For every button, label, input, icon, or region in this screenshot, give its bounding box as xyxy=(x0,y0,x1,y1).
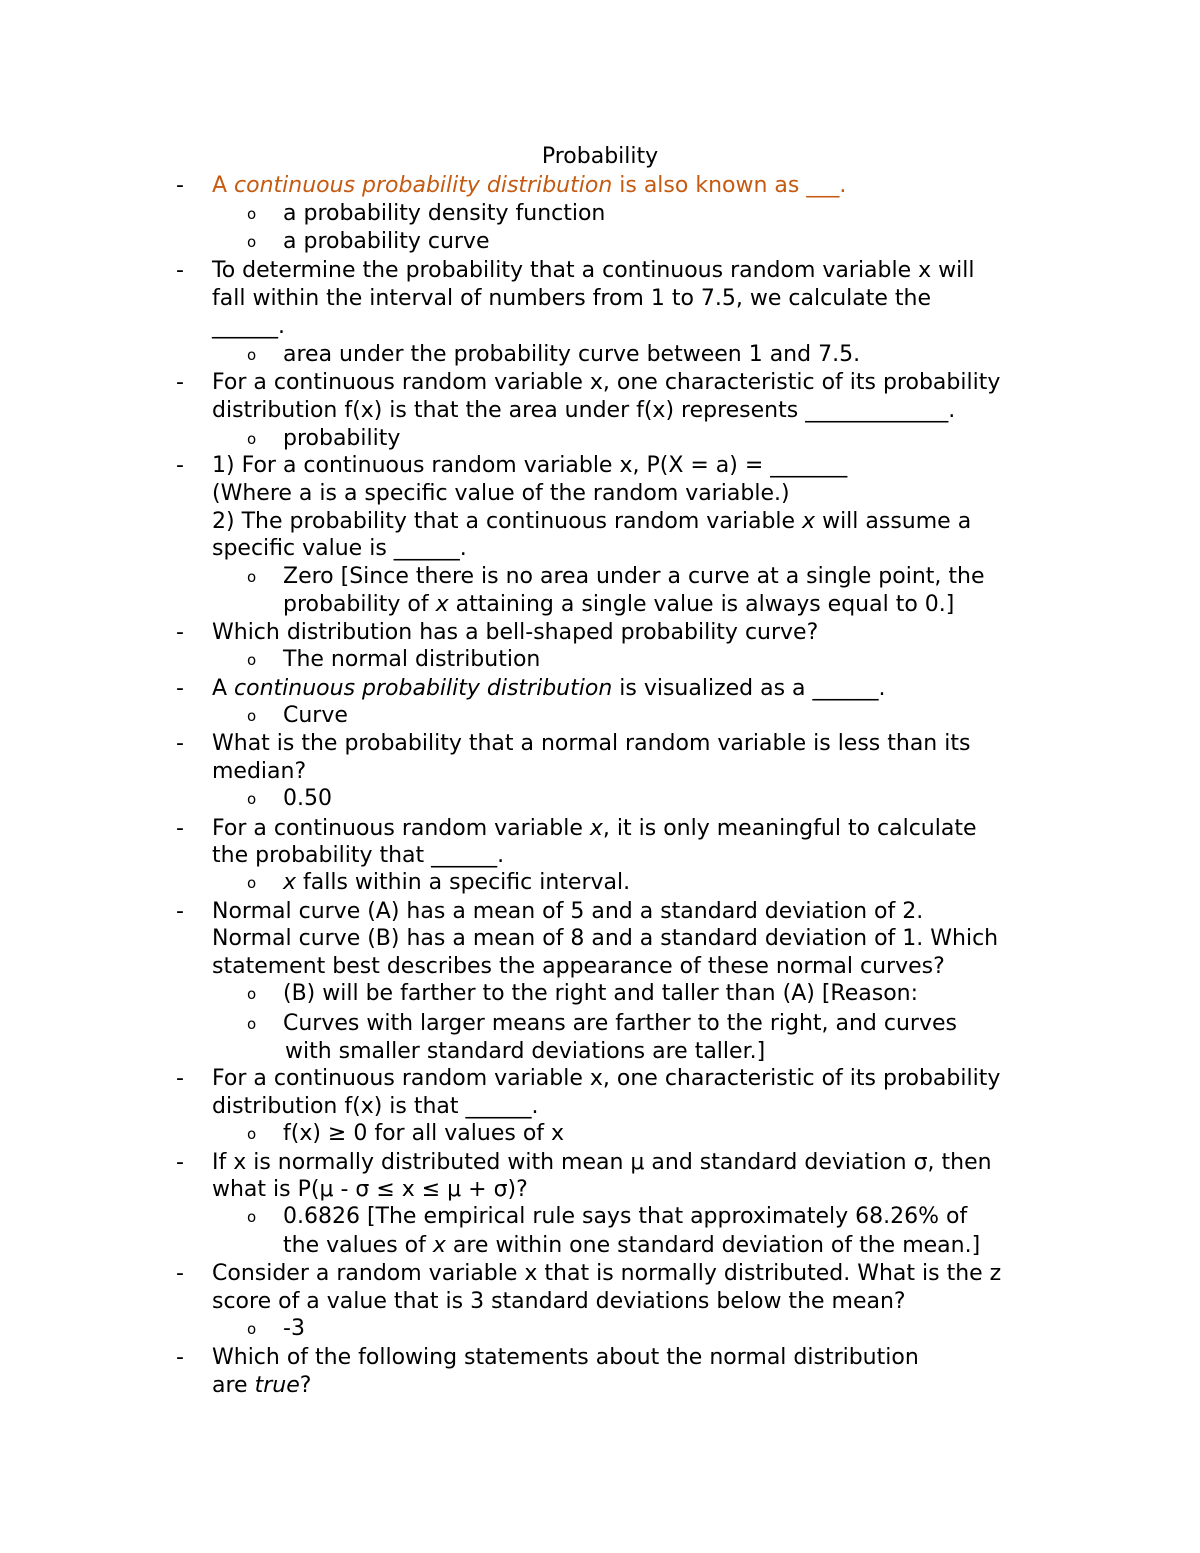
answer-11: 0.6826 [The empirical rule says that approximately 68.26% of xyxy=(283,1204,968,1229)
answer-3: probability xyxy=(283,426,401,451)
question-10-line: For a continuous random variable x, one characteristic of its probability xyxy=(212,1066,1001,1091)
answer-1a: a probability density function xyxy=(283,201,606,226)
question-4-line: (Where a is a specific value of the random variable.) xyxy=(212,481,790,506)
answer-4: Zero [Since there is no area under a curve at a single point, the xyxy=(283,564,985,589)
sub-bullet: o xyxy=(247,707,257,725)
question-text: 2) The probability that a continuous random variable xyxy=(212,509,803,534)
question-text-italic: continuous probability distribution xyxy=(234,676,613,701)
question-4-line: specific value is ______. xyxy=(212,536,467,561)
answer-5: The normal distribution xyxy=(283,647,541,672)
question-text-italic: continuous probability distribution xyxy=(234,173,613,198)
answer-12: -3 xyxy=(283,1316,305,1341)
answer-text: the values of xyxy=(283,1233,433,1258)
question-2-line: fall within the interval of numbers from 1 to 7.5, we calculate the xyxy=(212,286,931,311)
question-11-line: what is P(μ - σ ≤ x ≤ μ + σ)? xyxy=(212,1177,528,1202)
answer-9a: (B) will be farther to the right and taller than (A) [Reason: xyxy=(283,981,919,1006)
question-8-line xyxy=(212,815,977,843)
dash-bullet: - xyxy=(176,620,184,645)
question-3-line: For a continuous random variable x, one characteristic of its probability xyxy=(212,370,1001,395)
dash-bullet: - xyxy=(176,173,184,198)
variable-italic: x xyxy=(435,592,449,617)
sub-bullet: o xyxy=(247,1015,257,1033)
dash-bullet: - xyxy=(176,731,184,756)
answer-text: probability of xyxy=(283,592,436,617)
question-8-line: the probability that ______. xyxy=(212,843,505,868)
question-9-line: Normal curve (A) has a mean of 5 and a standard deviation of 2. xyxy=(212,899,924,924)
answer-text: falls within a specific interval. xyxy=(296,870,631,895)
answer-10: f(x) ≥ 0 for all values of x xyxy=(283,1121,565,1146)
question-text-italic: true xyxy=(254,1373,300,1398)
sub-bullet: o xyxy=(247,874,257,892)
question-text: are xyxy=(212,1373,255,1398)
question-4-line xyxy=(212,508,971,536)
answer-1b: a probability curve xyxy=(283,229,490,254)
question-text: , it is only meaningful to calculate xyxy=(602,816,977,841)
variable-italic: x xyxy=(589,816,603,841)
question-10-line: distribution f(x) is that ______. xyxy=(212,1094,539,1119)
question-6 xyxy=(212,675,886,703)
question-text: is also known as ___. xyxy=(612,173,847,198)
answer-text: attaining a single value is always equal to 0.] xyxy=(448,592,955,617)
question-3-line: distribution f(x) is that the area under f(x) represents _____________. xyxy=(212,398,956,423)
question-text: ? xyxy=(299,1373,312,1398)
dash-bullet: - xyxy=(176,1066,184,1091)
answer-2: area under the probability curve between 1 and 7.5. xyxy=(283,342,861,367)
question-text: A xyxy=(212,676,235,701)
question-12-line: Consider a random variable x that is normally distributed. What is the z xyxy=(212,1261,1002,1286)
sub-bullet: o xyxy=(247,1125,257,1143)
variable-italic: x xyxy=(802,509,816,534)
answer-6: Curve xyxy=(283,703,348,728)
question-2-line: To determine the probability that a continuous random variable x will xyxy=(212,258,975,283)
variable-italic: x xyxy=(283,870,297,895)
answer-8 xyxy=(283,869,630,897)
question-text: For a continuous random variable xyxy=(212,816,590,841)
sub-bullet: o xyxy=(247,985,257,1003)
question-7-line: median? xyxy=(212,759,307,784)
dash-bullet: - xyxy=(176,453,184,478)
variable-italic: x xyxy=(432,1233,446,1258)
question-7-line: What is the probability that a normal random variable is less than its xyxy=(212,731,971,756)
question-13-line xyxy=(212,1372,311,1400)
answer-9b: Curves with larger means are farther to the right, and curves xyxy=(283,1011,957,1036)
dash-bullet: - xyxy=(176,1261,184,1286)
dash-bullet: - xyxy=(176,1345,184,1370)
sub-bullet: o xyxy=(247,790,257,808)
question-text: A xyxy=(212,173,235,198)
sub-bullet: o xyxy=(247,233,257,251)
sub-bullet: o xyxy=(247,205,257,223)
sub-bullet: o xyxy=(247,430,257,448)
dash-bullet: - xyxy=(176,258,184,283)
answer-text: are within one standard deviation of the mean.] xyxy=(445,1233,981,1258)
question-text: will assume a xyxy=(815,509,972,534)
sub-bullet: o xyxy=(247,1320,257,1338)
dash-bullet: - xyxy=(176,816,184,841)
question-2-line: ______. xyxy=(212,314,285,339)
sub-bullet: o xyxy=(247,346,257,364)
sub-bullet: o xyxy=(247,568,257,586)
answer-7: 0.50 xyxy=(283,786,332,811)
dash-bullet: - xyxy=(176,676,184,701)
dash-bullet: - xyxy=(176,1150,184,1175)
dash-bullet: - xyxy=(176,899,184,924)
sub-bullet: o xyxy=(247,651,257,669)
question-12-line: score of a value that is 3 standard deviations below the mean? xyxy=(212,1289,906,1314)
question-4-line: 1) For a continuous random variable x, P(X = a) = _______ xyxy=(212,453,848,478)
question-1 xyxy=(212,172,846,200)
question-9-line: Normal curve (B) has a mean of 8 and a standard deviation of 1. Which xyxy=(212,926,999,951)
answer-4-cont xyxy=(283,591,954,619)
dash-bullet: - xyxy=(176,370,184,395)
question-13-line: Which of the following statements about the normal distribution xyxy=(212,1345,919,1370)
answer-9b-cont: with smaller standard deviations are taller.] xyxy=(285,1039,766,1064)
question-text: is visualized as a ______. xyxy=(612,676,886,701)
question-5: Which distribution has a bell-shaped probability curve? xyxy=(212,620,819,645)
question-11-line: If x is normally distributed with mean μ and standard deviation σ, then xyxy=(212,1150,992,1175)
page-title: Probability xyxy=(541,144,659,169)
question-9-line: statement best describes the appearance of these normal curves? xyxy=(212,954,945,979)
sub-bullet: o xyxy=(247,1208,257,1226)
answer-11-cont xyxy=(283,1232,980,1260)
